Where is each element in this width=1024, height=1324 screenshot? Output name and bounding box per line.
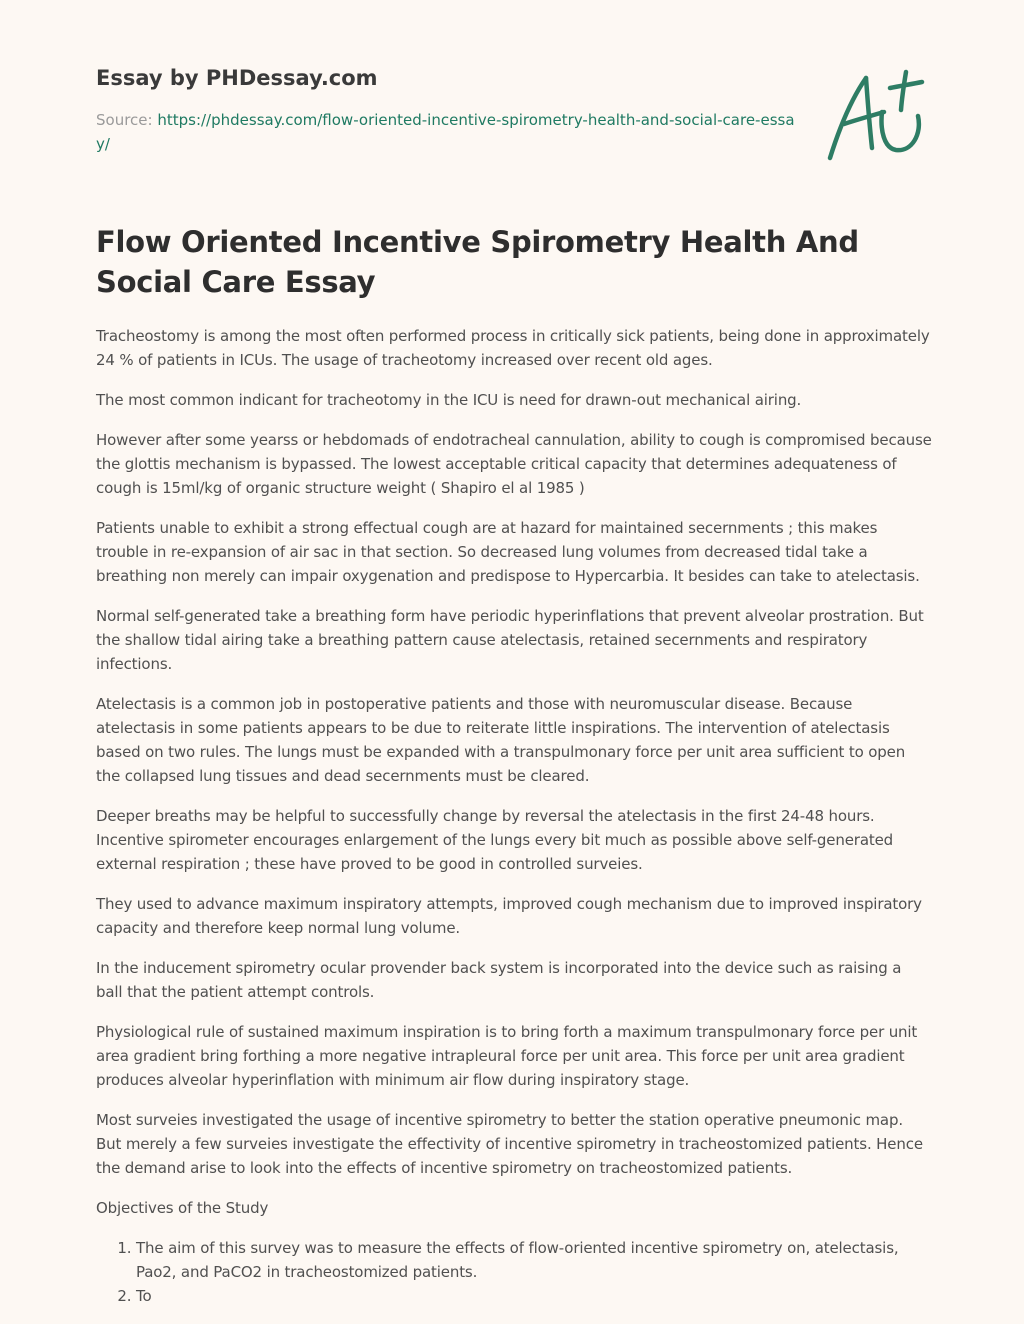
paragraph: Patients unable to exhibit a strong effectual cough are at hazard for maintained secernments ; this makes trouble in re-expansion of air sac in that section. So decreased lung volumes from decreased tidal take a breathing non merely can impair oxygenation and predispose to Hypercarbia. It besides can take to atelectasis. [96,519,920,585]
objectives-heading: Objectives of the Study [96,1199,269,1217]
article-body [96,222,932,1308]
paragraph: However after some yearss or hebdomads of endotracheal cannulation, ability to cough is compromised because the glottis mechanism is bypassed. The lowest acceptable critical capacity that determines adequateness of cough is 15ml/kg of organic structure weight ( Shapiro el al 1985 ) [96,431,932,497]
objectives-list [96,1236,932,1308]
source-link[interactable]: https://phdessay.com/flow-oriented-incentive-spirometry-health-and-social-care-essay/ [96,111,795,153]
a-plus-grade-logo [822,66,930,166]
source-line [96,108,796,156]
paragraph: Physiological rule of sustained maximum inspiration is to bring forth a maximum transpulmonary force per unit area gradient bring forthing a more negative intrapleural force per unit area. This force per unit area gradient produces alveolar hyperinflation with minimum air flow during inspiratory stage. [96,1023,918,1089]
paragraph: Most surveies investigated the usage of incentive spirometry to better the station operative pneumonic map. But merely a few surveies investigate the effectivity of incentive spirometry in tracheostomized patients. Hence the demand arise to look into the effects of incentive spirometry on tracheostomized patients. [96,1111,923,1177]
article-title: Flow Oriented Incentive Spirometry Health And Social Care Essay [96,225,859,299]
paragraph: In the inducement spirometry ocular provender back system is incorporated into the device such as raising a ball that the patient attempt controls. [96,959,902,1001]
paragraph: Atelectasis is a common job in postoperative patients and those with neuromuscular disease. Because atelectasis in some patients appears to be due to reiterate little inspirations. The intervention of atelectasis based on two rules. The lungs must be expanded with a transpulmonary force per unit area sufficient to open the collapsed lung tissues and dead secernments must be cleared. [96,695,906,785]
site-title: Essay by PHDessay.com [96,66,378,90]
list-item: 2. To [136,1284,932,1308]
paragraph: Deeper breaths may be helpful to successfully change by reversal the atelectasis in the first 24-48 hours. Incentive spirometer encourages enlargement of the lungs every bit much as possible above self-generated external respiration ; these have proved to be good in controlled surveies. [96,807,894,873]
source-label: Source: [96,111,158,129]
paragraph: The most common indicant for tracheotomy in the ICU is need for drawn-out mechanical airing. [96,391,802,409]
paragraph: They used to advance maximum inspiratory attempts, improved cough mechanism due to improved inspiratory capacity and therefore keep normal lung volume. [96,895,922,937]
paragraph: Tracheostomy is among the most often performed process in critically sick patients, being done in approximately 24 % of patients in ICUs. The usage of tracheotomy increased over recent old ages. [96,327,930,369]
page-header [96,60,796,156]
list-item: 1. The aim of this survey was to measure the effects of flow-oriented incentive spirometry on, atelectasis, Pao2, and PaCO2 in tracheostomized patients. [136,1236,932,1284]
paragraph: Normal self-generated take a breathing form have periodic hyperinflations that prevent alveolar prostration. But the shallow tidal airing take a breathing pattern cause atelectasis, retained secernments and respiratory infections. [96,607,924,673]
